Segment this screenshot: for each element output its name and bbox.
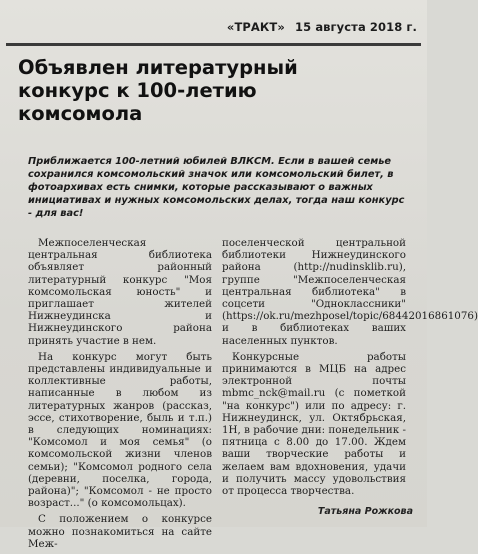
paragraph: поселенческой центральной библиотеки Нижнеудинского района (http://nudinsklib.ru), группе "Межпоселенческая центральная библиотека" в соцсети "Одноклассники" (https://ok.ru/mezhposel/topic/68442016861076) и в библиотеках ваших населенных пунктов. <box>222 237 478 347</box>
article-title: Объявлен литературный конкурс к 100-летию комсомола <box>18 56 298 125</box>
article-lead: Приближается 100-летний юбилей ВЛКСМ. Если в вашей семье сохранился комсомольский значок или комсомольский билет, в фотоархивах есть снимки, которые рассказывают о важных инициативах и нужных комсомольских делах, тогда наш конкурс - для вас! <box>28 156 405 219</box>
paragraph: Межпоселенческая центральная библиотека объявляет районный литературный конкурс "Моя комсомольская юность" и приглашает жителей Нижнеудинска и Нижнеудинского района принять участие в нем. <box>28 237 212 347</box>
left-column <box>28 237 212 554</box>
right-column <box>222 237 478 501</box>
issue-date: 15 августа 2018 г. <box>295 20 417 34</box>
page-header <box>221 20 417 34</box>
header-rule <box>6 43 421 46</box>
article-author: Татьяна Рожкова <box>317 506 413 517</box>
paragraph: На конкурс могут быть представлены индивидуальные и коллективные работы, написанные в любом из литературных жанров (рассказ, эссе, стихотворение, быль и т.п.) в следующих номинациях: "Комсомол и моя семья" (о комсомольской жизни членов семьи); "Комсомол родного села (деревни, поселка, города, района)"; "Комсомол - не просто возраст..." (о комсомольцах). <box>28 350 212 510</box>
paragraph: С положением о конкурсе можно познакомиться на сайте Меж- <box>28 513 212 550</box>
newspaper-name: «ТРАКТ» <box>226 20 285 34</box>
paragraph: Конкурсные работы принимаются в МЦБ на адрес электронной почты mbmc_nck@mail.ru (с пометкой "на конкурс") или по адресу: г. Нижнеудинск, ул. Октябрьская, 1Н, в рабочие дни: понедельник - пятница с 8.00 до 17.00. Ждем ваши творческие работы и желаем вам вдохновения, удачи и получить массу удовольствия от процесса творчества. <box>222 350 406 498</box>
